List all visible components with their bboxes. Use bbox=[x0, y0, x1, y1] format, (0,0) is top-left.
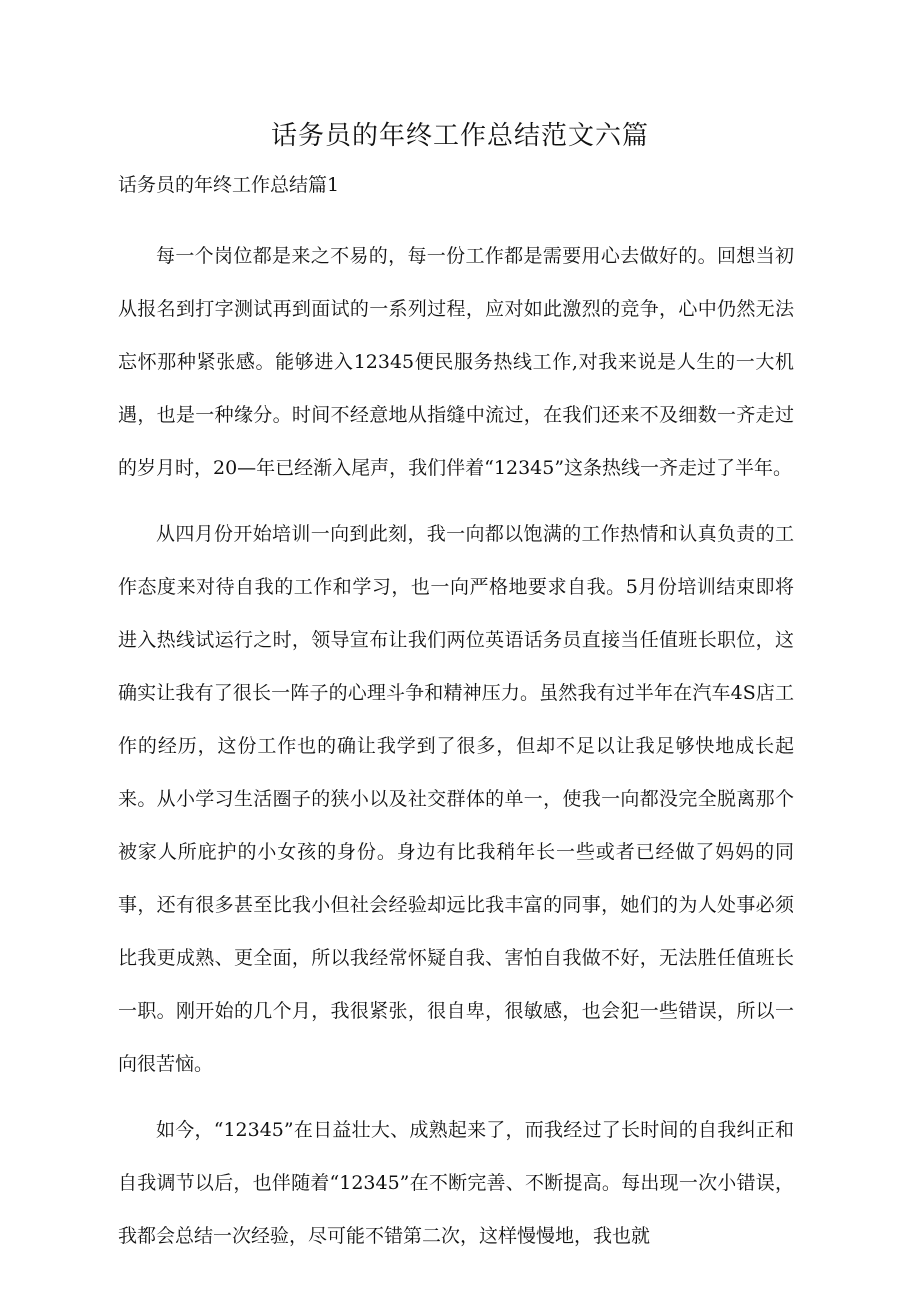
document-title: 话务员的年终工作总结范文六篇 bbox=[270, 121, 649, 151]
document-body bbox=[118, 230, 794, 1276]
paragraph: 如今，“12345”在日益壮大、成熟起来了，而我经过了长时间的自我纠正和自我调节以后，也伴随着“12345”在不断完善、不断提高。每出现一次小错误，我都会总结一次经验，尽可能不错第二次，这样慢慢地，我也就 bbox=[118, 1119, 794, 1247]
paragraph: 每一个岗位都是来之不易的，每一份工作都是需要用心去做好的。回想当初从报名到打字测试再到面试的一系列过程，应对如此激烈的竞争，心中仍然无法忘怀那种紧张感。能够进入12345便民服务热线工作,对我来说是人生的一大机遇，也是一种缘分。时间不经意地从指缝中流过，在我们还来不及细数一齐走过的岁月时，20—年已经渐入尾声，我们伴着“12345”这条热线一齐走过了半年。 bbox=[118, 245, 794, 479]
paragraph: 从四月份开始培训一向到此刻，我一向都以饱满的工作热情和认真负责的工作态度来对待自我的工作和学习，也一向严格地要求自我。5月份培训结束即将进入热线试运行之时，领导宣布让我们两位英语话务员直接当任值班长职位，这确实让我有了很长一阵子的心理斗争和精神压力。虽然我有过半年在汽车4S店工作的经历，这份工作也的确让我学到了很多，但却不足以让我足够快地成长起来。从小学习生活圈子的狭小以及社交群体的单一，使我一向都没完全脱离那个被家人所庇护的小女孩的身份。身边有比我稍年长一些或者已经做了妈妈的同事，还有很多甚至比我小但社会经验却远比我丰富的同事，她们的为人处事必须比我更成熟、更全面，所以我经常怀疑自我、害怕自我做不好，无法胜任值班长一职。刚开始的几个月，我很紧张，很自卑，很敏感，也会犯一些错误，所以一向很苦恼。 bbox=[118, 523, 794, 1075]
section-heading: 话务员的年终工作总结篇1 bbox=[118, 174, 340, 196]
